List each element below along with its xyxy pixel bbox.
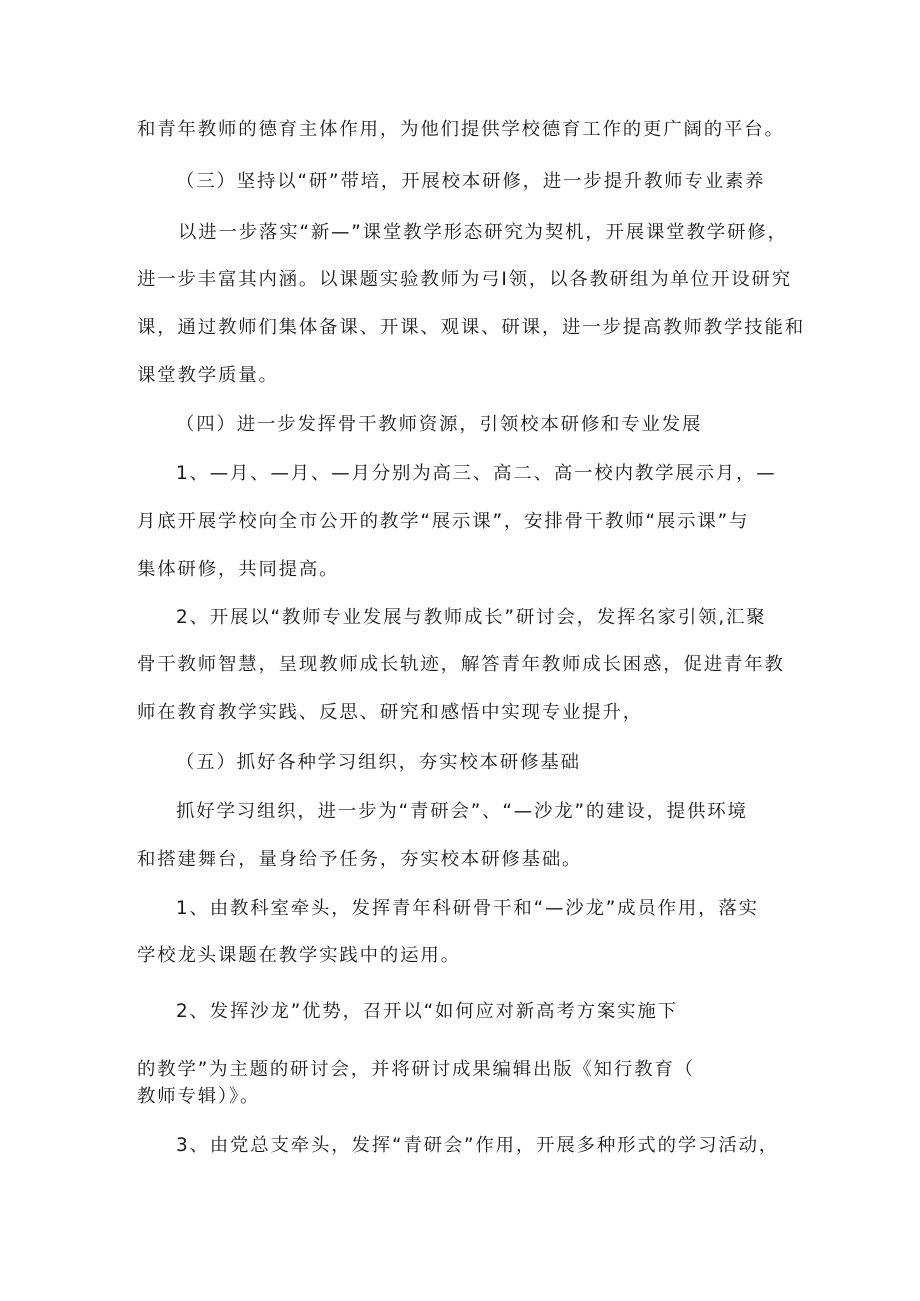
text-line-5: 课，通过教师们集体备课、开课、观课、研课，进一步提高教师教学技能和 [137,317,805,338]
text-line-10: 集体研修，共同提高。 [137,559,340,580]
text-line-13: 师在教育教学实践、反思、研究和感悟中实现专业提升， [137,702,644,723]
text-line-20: 的教学”为主题的研讨会，并将研讨成果编辑出版《知行教育（ [137,1059,695,1080]
text-line-15: 抓好学习组织，进一步为“青研会”、“—沙龙”的建设，提供环境 [176,801,748,822]
text-line-21: 教师专辑）》。 [137,1086,261,1107]
text-line-6: 课堂教学质量。 [137,365,279,386]
text-line-1: 和青年教师的德育主体作用，为他们提供学校德育工作的更广阔的平台。 [137,119,785,140]
text-line-22: 3、由党总支牵头，发挥“青研会”作用，开展多种形式的学习活动， [176,1135,780,1156]
section-heading-4: （四）进一步发挥骨干教师资源，引领校本研修和专业发展 [176,414,703,435]
text-line-11: 2、开展以“教师专业发展与教师成长”研讨会，发挥名家引领,汇聚 [176,607,767,628]
text-line-3: 以进一步落实“新—”课堂教学形态研究为契机，开展课堂教学研修， [178,222,788,243]
text-line-19: 2、发挥沙龙”优势，召开以“如何应对新高考方案实施下 [176,1001,678,1022]
text-line-18: 学校龙头课题在教学实践中的运用。 [137,945,461,966]
text-line-16: 和搭建舞台，量身给予任务，夯实校本研修基础。 [137,849,583,870]
text-line-17: 1、由教科室牵头，发挥青年科研骨干和“—沙龙”成员作用，落实 [176,898,759,919]
section-heading-3: （三）坚持以“研”带培，开展校本研修，进一步提升教师专业素养 [176,171,766,192]
text-line-12: 骨干教师智慧，呈现教师成长轨迹，解答青年教师成长困惑，促进青年教 [137,654,785,675]
text-line-8: 1、—月、—月、—月分别为高三、高二、高一校内教学展示月，— [176,463,777,484]
section-heading-5: （五）抓好各种学习组织，夯实校本研修基础 [176,752,581,773]
text-line-9: 月底开展学校向全市公开的教学“展示课”，安排骨干教师“展示课”与 [137,511,750,532]
text-line-4: 进一步丰富其内涵。以课题实验教师为弓I领，以各教研组为单位开设研究 [137,269,792,290]
